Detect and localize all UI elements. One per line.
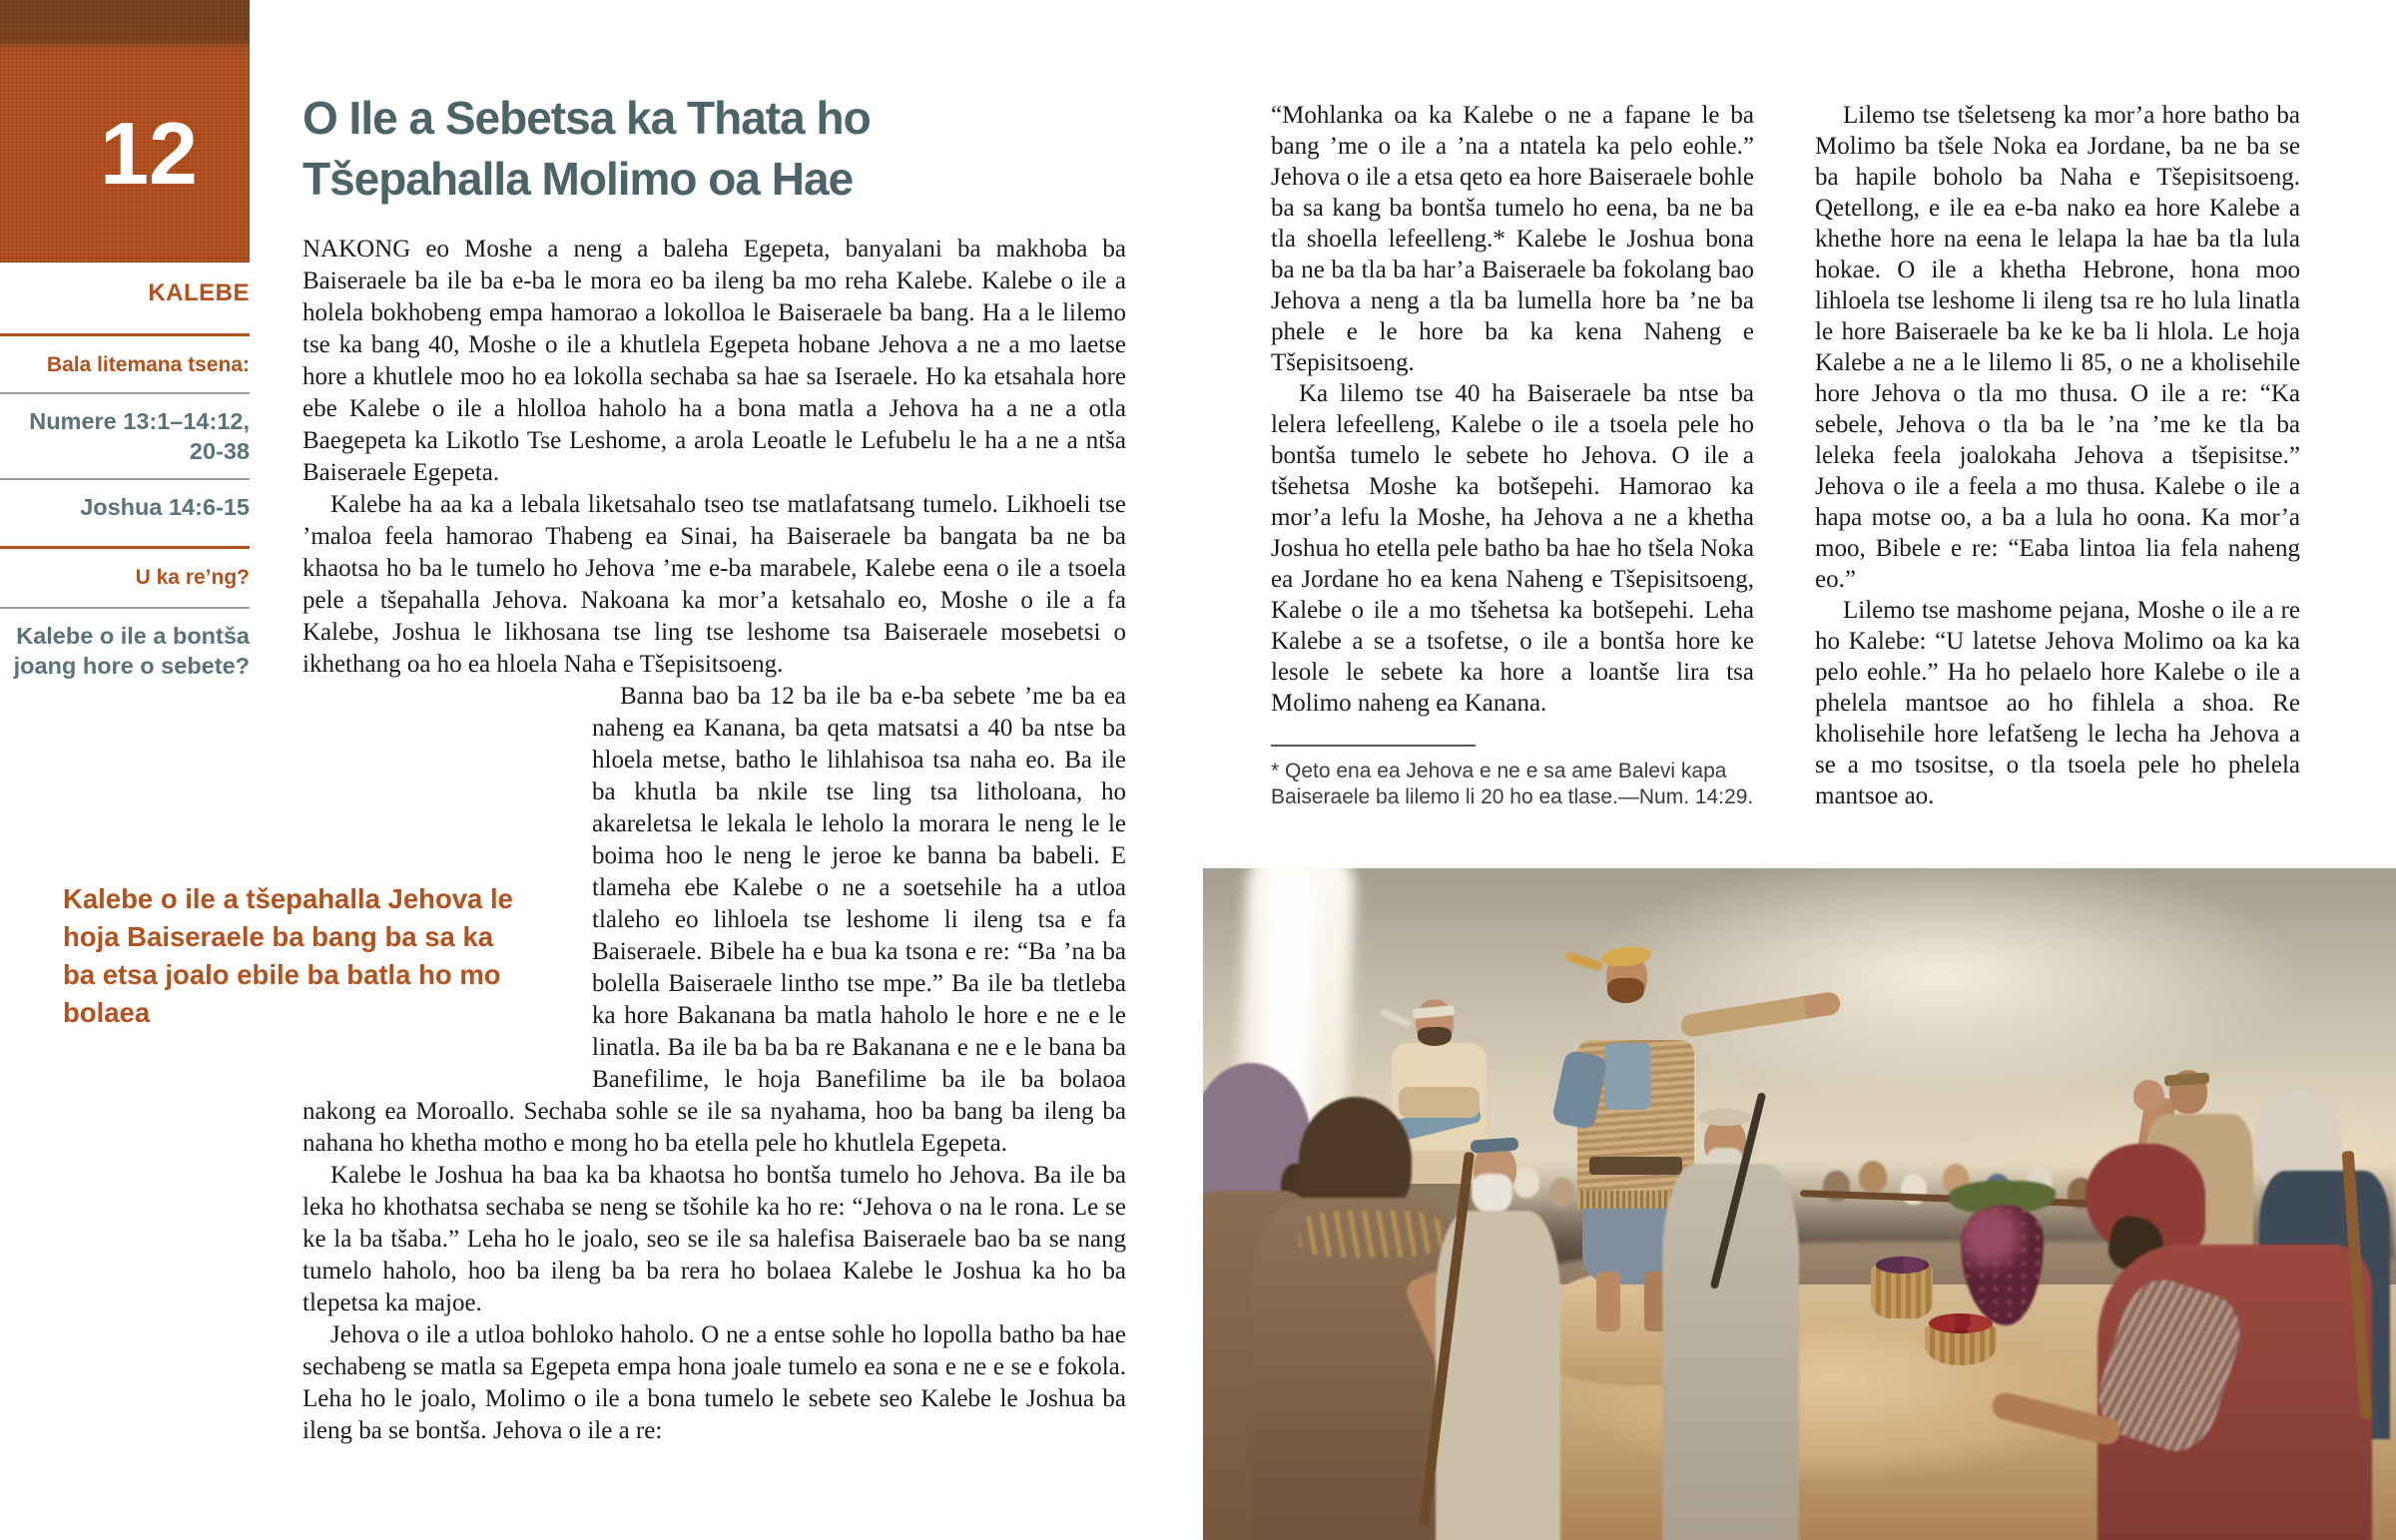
divider-gray-2	[0, 478, 250, 480]
paragraph-3-text: Banna bao ba 12 ba ile ba e-ba sebete ’me ba ea naheng ea Kanana, ba qeta matsatsi a 40 ba ntse ba hloela metse, batho le lihlahisoa tsa naha eo. Ba ile ba khutla ba nkile tse ling tsa litholoana, ho akareletsa le lekala le leholo la morara le neng le le boima hoo le neng le jeroe ke banna ba babeli. E tlameha ebe Kalebe o ne a soetsehile ha a utloa tlaleho eo lihloela tse leshome li ileng tsa e fa Baiseraele. Bibele ha e bua ka tsona e re: “Ba ’na ba bolella Baiseraele lintho tse mpe.” Ba ile ba tletleba ka hore Bakanana ba matla haholo le hore e ne e le linatla. Ba ile ba ba ba re Bakanana e ne e le bana ba Banefilime, le hoja Banefilime ba ile ba bolaoa nakong ea Moroallo. Sechaba sohle se ile sa nyahama, hoo ba bang ba ileng ba nahana ho khetha motho e mong ho ba etella pele ho khutlela Egepeta.	[302, 683, 1126, 1157]
footnote-text: * Qeto ena ea Jehova e ne e sa ame Balevi kapa Baiseraele ba lilemo li 20 ho ea tlase.—Num. 14:29.	[1271, 760, 1754, 808]
illustration-caleb-before-israelites	[1203, 868, 2396, 1540]
paragraph-9: Lilemo tse mashome pejana, Moshe o ile a re ho Kalebe: “U latetse Jehova Molimo oa ka ka pelo eohle.” Ha ho pelaelo hore Kalebe o ile a phelela mantsoe ao ho fihlela a shoa. Re kholisehile hore lefatšeng le lecha ha Jehova a se a mo tsositse, o tla tsoela pele ho phelela mantsoe ao.	[1815, 597, 2300, 809]
crowd-head	[1513, 1167, 1539, 1198]
figure-caleb-extended-arm	[1679, 990, 1842, 1038]
figure-striped-robe-man-shoulder-stripes	[1299, 1211, 1442, 1258]
figure-gray-elder-headscarf	[1698, 1109, 1752, 1126]
figure-joshua-headband-tail	[1380, 1008, 1414, 1028]
crowd-head	[1549, 1178, 1574, 1208]
sidebar	[0, 279, 250, 681]
article-column-3	[1815, 100, 2300, 811]
chapter-number-block	[0, 0, 250, 262]
paragraph-5: Jehova o ile a utloa bohloko haholo. O ne a entse sohle ho lopolla batho ba hae sechabeng se matla sa Egepeta empa hona joale tumelo ea sona e ne e se e fokola. Leha ho le joalo, Molimo o ile a bona tumelo le sebete seo Kalebe le Joshua ba ileng ba se bontša. Jehova o ile a re:	[302, 1321, 1126, 1444]
divider-gray-1	[0, 392, 250, 394]
pullquote	[63, 880, 532, 1032]
paragraph-4: Kalebe le Joshua ha baa ka ba khaotsa ho bontša tumelo ho Jehova. Ba ile ba leka ho khothatsa sechaba se neng se tšohile ka ho re: “Jehova o na le rona. Le se ke la ba tšaba.” Leha ho le joalo, seo se ile sa halefisa Baiseraele bao ba se nang tumelo haholo, hoo ba ileng ba ba rera ho bolaea Kalebe le Joshua ka ho ba tlepetsa ka majoe.	[302, 1162, 1126, 1316]
page-title: O Ile a Sebetsa ka Thata ho Tšepahalla Molimo oa Hae	[302, 92, 871, 205]
footnote-divider	[1271, 745, 1476, 747]
figure-joshua-beard	[1418, 1027, 1451, 1046]
divider-orange-1	[0, 333, 250, 336]
paragraph-6: “Mohlanka oa ka Kalebe o ne a fapane le ba bang ’me o ile a ’na a ntatela ka pelo eohle.” Jehova o ile a etsa qeto ea hore Baiseraele bohle ba sa kang ba bontša tumelo ho eena, ba ne ba tla shoella lefeelleng.* Kalebe le Joshua bona ba ne ba tla ba har’a Baiseraele ba fokolang bao Jehova a neng a tla ba lumella hore ba ’ne ba phele e le hore ba ka kena Naheng e Tšepisitsoeng.	[1271, 102, 1754, 376]
figure-caleb-leg	[1596, 1272, 1620, 1332]
chapter-number: 12	[100, 104, 198, 203]
sidebar-read-heading: Bala litemana tsena:	[46, 353, 250, 376]
sidebar-person-name: KALEBE	[148, 279, 250, 306]
figure-caleb-belt	[1589, 1157, 1682, 1174]
figure-caleb-headwrap-tail	[1565, 951, 1604, 971]
article-column-2	[1271, 100, 1754, 810]
paragraph-3	[63, 681, 1126, 1160]
pomegranates	[1929, 1313, 1994, 1333]
paragraph-8: Lilemo tse tšeletseng ka mor’a hore batho ba Molimo ba tšele Noka ea Jordane, ba ne ba se ba hapile boholo ba Naha e Tšepisitsoeng. Qetellong, e ile ea e-ba nako ea hore Kalebe a khethe hore na eena le lelapa la hae ba tla lula hokae. O ile a khetha Hebrone, hona moo lihloela tse leshome li ileng tsa re ho lula linatla le hore Baiseraele ba ke ke ba li hlola. Le hoja Kalebe a ne a le lilemo li 85, o ne a kholisehile hore Jehova o tla mo thusa. O ile a re: “Ka sebele, Jehova o tla ba le ’na ’me ke tla ba leleka feela joalokaha Jehova a tšepisitse.” Jehova o ile a feela a mo thusa. Kalebe o ile a hapa motse oo, a ba a lula ho oona. Ka mor’a moo, Bibele e re: “Eaba lintoa lia fela naheng eo.”	[1815, 102, 2300, 593]
sidebar-question-heading: U ka re’ng?	[135, 566, 250, 589]
figure-caleb-inner-garment	[1604, 1043, 1652, 1110]
paragraph-7: Ka lilemo tse 40 ha Baiseraele ba ntse ba lelera lefeelleng, Kalebe o ile a tsoela pele ho bontša tumelo le sebete ho Jehova. O ile a tšehetsa Moshe ka botšepehi. Hamorao ka mor’a lefu la Moshe, ha Jehova a ne a khetha Joshua ho etella pele batho ba hae ho tšela Noka ea Jordane ho ea kena Naheng e Tšepisitsoeng, Kalebe o ile a mo tšehetsa ka botšepehi. Leha Kalebe a se a tsofetse, o ile a bontša hore ke lesole le sebete ka hore a loantše lira tsa Molimo naheng ea Kanana.	[1271, 380, 1754, 717]
crowd-head	[1859, 1161, 1886, 1193]
divider-gray-3	[0, 607, 250, 609]
paragraph-2: Kalebe ha aa ka a lebala liketsahalo tseo tse matlafatsang tumelo. Likhoeli tse ’maloa feela hamorao Thabeng ea Sinai, ha Baiseraele ba bangata ba ne ba khaotsa ho ba le tumelo ho Jehova ’me e-ba marabele, Kalebe eena o ile a tsoela pele a tšepahalla Jehova. Nakoana ka mor’a ketsahalo eo, Moshe o ile a fa Kalebe, Joshua le likhosana tse ling tse leshome tsa Baiseraele mosebetsi o ikhethang oa ho ea hloela Naha e Tšepisitsoeng.	[302, 491, 1126, 678]
figure-elder-staff-beard	[1472, 1174, 1512, 1214]
divider-orange-2	[0, 546, 250, 549]
footnote	[1271, 745, 1754, 810]
pullquote-text: Kalebe o ile a tšepahalla Jehova le hoja Baiseraele ba bang ba sa ka ba etsa joalo ebile ba batla ho mo bolaea	[63, 883, 513, 1028]
figure-fist-man-fist	[2133, 1080, 2164, 1111]
paragraph-1: NAKONG eo Moshe a neng a baleha Egepeta, banyalani ba makhoba ba Baiseraele ba ile ba e-ba le mora eo ba ileng ba mo reha Kalebe. Kalebe o ile a holela bokhobeng empa hamorao a lokolloa le Baiseraele ba bang. Ha a le lilemo tse ka bang 40, Moshe o ile a khutlela Egepeta hobane Jehova a ne a mo laetse hore a khutlele moo ho ea lokolla sechaba sa hae sa Iseraele. Ho ka etsahala hore ebe Kalebe o ile a hlolloa haholo ha a bona matla a Jehova ha a ne a otla Baegepeta ka Likotlo Tse Leshome, a arola Leoatle le Lefubelu le ha a ne a ntša Baiseraele Egepeta.	[302, 236, 1126, 486]
figure-elder-staff-headscarf	[1470, 1137, 1518, 1154]
sidebar-question: Kalebe o ile a bontša joang hore o sebete?	[13, 623, 250, 679]
sidebar-reference-1[interactable]: Numere 13:1–14:12, 20-38	[29, 408, 250, 464]
figure-caleb-beard	[1607, 978, 1644, 1002]
figure-joshua-crossed-arms	[1399, 1087, 1480, 1118]
sidebar-reference-2[interactable]: Joshua 14:6-15	[80, 494, 250, 520]
